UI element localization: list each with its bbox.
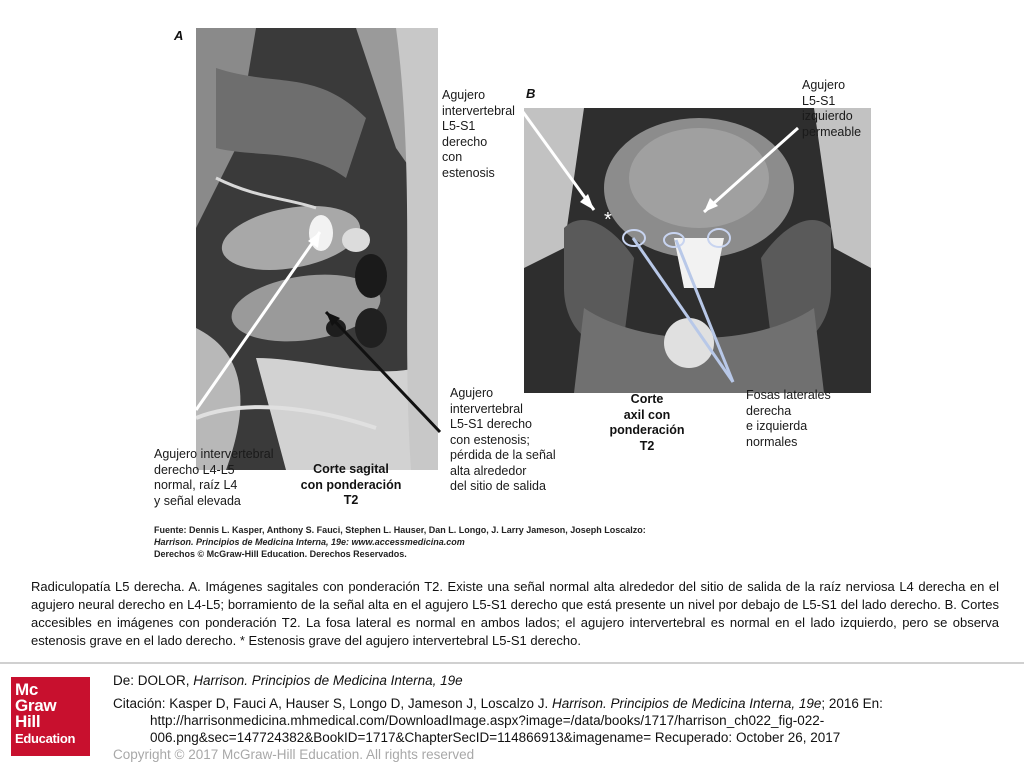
label-lateral-recesses: Fosas laterales derecha e izquierda normales [746, 388, 831, 449]
label-right-foramen-stenosis: Agujero intervertebral L5-S1 derecho con estenosis [442, 88, 515, 180]
mcgraw-hill-logo: Mc Graw Hill Education [11, 677, 90, 756]
label-left-foramen-patent: Agujero L5-S1 izquierdo permeable [802, 78, 862, 139]
label-right-foramen-signal-loss: Agujero intervertebral L5-S1 derecho con estenosis; pérdida de la señal alta alrededor del sitio de salida [450, 386, 556, 493]
label-right-l4l5-normal: Agujero intervertebral derecho L4-L5 normal, raíz L4 y señal elevada [154, 447, 274, 508]
citation-line: Citación: Kasper D, Fauci A, Hauser S, Longo D, Jameson J, Loscalzo J. Harrison. Principios de Medicina Interna, 19e; 2016 En: [113, 696, 883, 711]
axial-mri-image [524, 108, 871, 393]
figure [148, 22, 870, 560]
sagittal-mri-image [196, 28, 438, 470]
divider [0, 662, 1024, 664]
citation-footer [113, 672, 1013, 763]
figure-caption: Radiculopatía L5 derecha. A. Imágenes sagitales con ponderación T2. Existe una señal normal alta alrededor del sitio de salida de la raíz nerviosa L4 derecha en el agujero neural derecho en L4-L5; borramiento de la señal alta en el agujero L5-S1 derecho que está presente un nivel por debajo de L5-S1 del lado derecho. B. Cortes accesibles en imágenes con ponderación T2. La fosa lateral es normal en ambos lados; el agujero intervertebral es normal en el lado izquierdo, pero se observa estenosis grave en el lado derecho. * Estenosis grave del agujero intervertebral L5-S1 derecho. [31, 579, 999, 648]
figure-source: Fuente: Dennis L. Kasper, Anthony S. Fauci, Stephen L. Hauser, Dan L. Longo, J. Larry Jameson, Joseph Loscalzo: Harrison. Principios de Medicina Interna, 19e: www.accessmedicina.com Derechos © McGraw-Hill Education. Derechos Reservados. [154, 525, 646, 559]
panel-a-letter: A [174, 28, 184, 43]
citation-url-line-1[interactable]: http://harrisonmedicina.mhmedical.com/DownloadImage.aspx?image=/data/books/1717/harrison_ch022_fig-022- [150, 713, 825, 728]
source-line: De: DOLOR, Harrison. Principios de Medicina Interna, 19e [113, 673, 463, 688]
citation-url-line-2[interactable]: 006.png&sec=147724382&BookID=1717&ChapterSecID=114866913&imagename= Recuperado: October 26, 2017 [150, 730, 841, 745]
asterisk-marker: * [604, 209, 612, 231]
copyright-notice: Copyright © 2017 McGraw-Hill Education. All rights reserved [113, 747, 475, 762]
label-sagittal-cut: Corte sagital con ponderación T2 [300, 462, 402, 507]
label-axial-cut: Corte axil con ponderación T2 [609, 392, 685, 453]
panel-b-letter: B [526, 86, 536, 101]
